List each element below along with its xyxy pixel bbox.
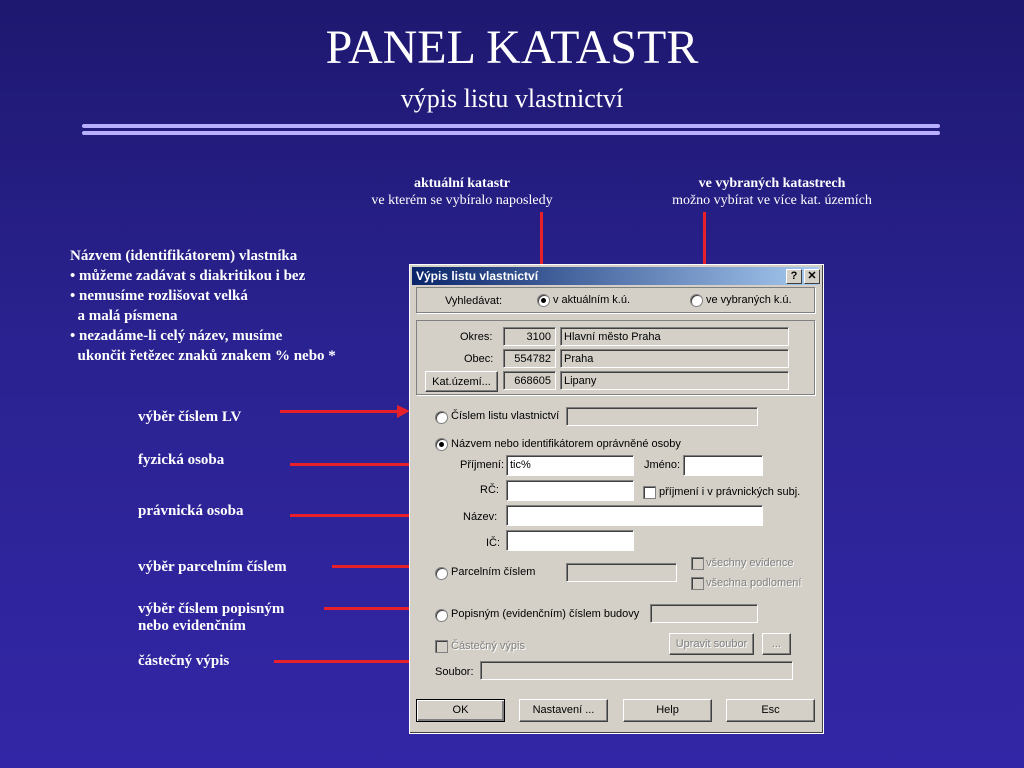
dialog-title: Výpis listu vlastnictví [416,269,539,283]
checkbox-all-subdivisions-label: všechna podlomení [706,577,802,589]
soubor-label: Soubor: [435,666,474,678]
note-line: a malá písmena [70,308,178,324]
okres-label: Okres: [460,331,493,343]
hint-current-cadastre [322,175,602,209]
checkbox-legal-surname[interactable] [643,486,656,499]
radio-house-number-label: Popisným (evidenčním) číslem budovy [451,608,640,620]
checkbox-legal-surname-label: příjmení i v právnických subj. [659,486,801,498]
label-lv: výběr číslem LV [138,409,242,425]
edit-file-button[interactable]: Upravit soubor [669,633,754,655]
okres-code-field: 3100 [503,327,556,346]
radio-owner-name[interactable] [435,438,448,451]
rc-input[interactable] [506,480,634,501]
house-number-field[interactable] [650,604,758,623]
obec-code-field: 554782 [503,349,556,368]
note-line: • nemusíme rozlišovat velká [70,288,248,304]
ic-input[interactable] [506,530,634,551]
nazev-input[interactable] [506,505,763,526]
hint-title: ve vybraných katastrech [698,176,846,191]
ic-label: IČ: [486,537,501,549]
lv-number-field[interactable] [566,407,758,426]
close-icon[interactable]: ✕ [804,269,820,284]
label-parcel: výběr parcelním číslem [138,559,287,575]
search-label: Vyhledávat: [445,295,503,307]
katuzemi-name-field: Lipany [560,371,789,390]
lv-extract-dialog [409,264,824,734]
hint-text: možno vybírat ve více kat. územích [672,193,872,208]
label-legal-person: právnická osoba [138,503,244,519]
obec-name-field: Praha [560,349,789,368]
arrow-right-icon [290,514,425,517]
label-house-number: výběr číslem popisným [138,601,285,617]
divider-line [82,131,940,135]
rc-label: RČ: [480,484,499,496]
note-line: • můžeme zadávat s diakritikou i bez [70,268,306,284]
note-line: Názvem (identifikátorem) vlastníka [70,248,298,264]
checkbox-all-evidence-label: všechny evidence [706,557,794,569]
note-line: ukončit řetězec znaků znakem % nebo * [70,348,336,364]
arrow-down-icon [703,212,706,268]
esc-button[interactable]: Esc [726,699,815,722]
checkbox-partial-label: Částečný výpis [451,640,525,652]
hint-text: ve kterém se vybíralo naposledy [371,193,553,208]
radio-current-label: v aktuálním k.ú. [553,294,631,306]
radio-lv-label: Číslem listu vlastnictví [451,410,560,422]
hint-selected-cadastres [622,175,922,209]
slide-subtitle: výpis listu vlastnictví [400,84,624,113]
radio-owner-label: Názvem nebo identifikátorem oprávněné osoby [451,438,681,450]
okres-name-field: Hlavní město Praha [560,327,789,346]
radio-selected-label: ve vybraných k.ú. [706,294,792,306]
radio-current-cadastre[interactable] [537,294,550,307]
radio-selected-cadastres[interactable] [690,294,703,307]
prijmeni-label: Příjmení: [460,459,505,471]
help-icon[interactable]: ? [786,269,802,284]
arrow-right-icon [332,565,418,568]
browse-button[interactable]: ... [762,633,791,655]
kat-uzemi-button[interactable]: Kat.území... [425,371,498,392]
label-house-number-2: nebo evidenčním [138,618,246,634]
katuzemi-code-field: 668605 [503,371,556,390]
jmeno-label: Jméno: [644,459,681,471]
obec-label: Obec: [464,353,494,365]
jmeno-input[interactable] [683,455,763,476]
radio-lv-number[interactable] [435,411,448,424]
arrow-down-icon [540,212,543,268]
checkbox-all-subdivisions[interactable] [691,577,704,590]
checkbox-all-evidence[interactable] [691,557,704,570]
note-line: • nezadáme-li celý název, musíme [70,328,283,344]
slide-title: PANEL KATASTR [325,21,699,74]
arrow-right-icon [324,607,420,610]
radio-parcel-label: Parcelním číslem [451,566,536,578]
checkbox-partial[interactable] [435,640,448,653]
nazev-label: Název: [463,511,498,523]
owner-name-notes [70,246,336,366]
arrow-right-icon [290,463,428,466]
radio-house-number[interactable] [435,609,448,622]
hint-title: aktuální katastr [413,176,511,191]
prijmeni-input[interactable]: tic% [506,455,634,476]
label-natural-person: fyzická osoba [138,452,225,468]
arrow-right-icon [274,660,420,663]
label-partial: částečný výpis [138,653,230,669]
soubor-field[interactable] [480,661,793,680]
radio-parcel[interactable] [435,567,448,580]
parcel-number-field[interactable] [566,563,677,582]
settings-button[interactable]: Nastavení ... [519,699,608,722]
dialog-titlebar[interactable] [412,267,819,285]
help-button[interactable]: Help [623,699,712,722]
ok-button[interactable]: OK [416,699,505,722]
divider-line [82,124,940,128]
arrow-right-icon [280,410,398,413]
